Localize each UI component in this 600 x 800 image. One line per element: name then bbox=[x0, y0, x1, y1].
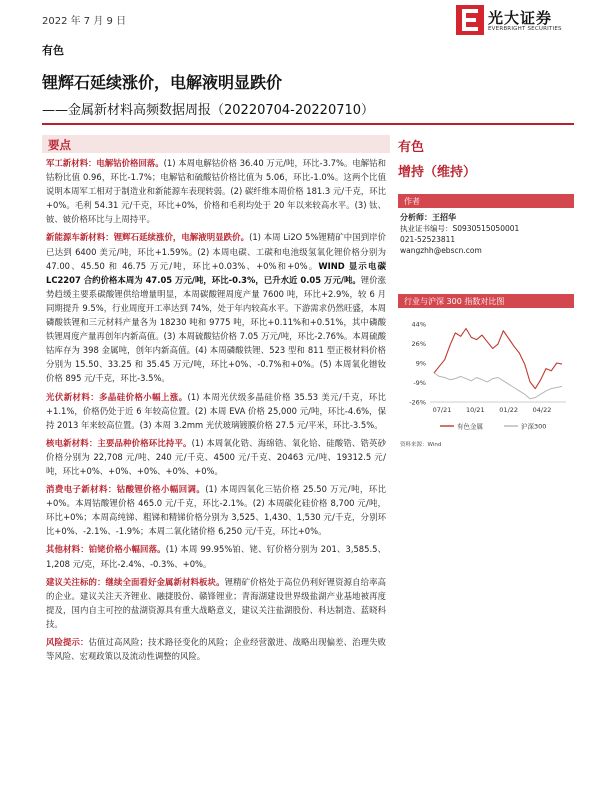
para-lead: 风险提示： bbox=[46, 637, 89, 647]
legend-label: 有色金属 bbox=[457, 422, 483, 431]
para-lead: 其他材料：铂铑价格小幅回落。 bbox=[46, 544, 166, 555]
para-lead: 核电新材料：主要品种价格环比持平。 bbox=[46, 437, 192, 448]
y-tick-label: -9% bbox=[413, 379, 426, 387]
logo-text-en: EVERBRIGHT SECURITIES bbox=[488, 26, 562, 32]
report-subtitle: ——金属新材料高频数据周报（20220704-20220710） bbox=[42, 103, 375, 118]
key-points-header bbox=[42, 135, 390, 153]
y-tick-label: 26% bbox=[411, 340, 426, 348]
x-tick-label: 04/22 bbox=[532, 406, 552, 414]
chart-source: 资料来源：Wind bbox=[400, 442, 442, 448]
para-text: (1) 本周氧化锆、海绵锆、氧化铪、硅酸锆、锆英砂价格分别为 22,708 元/吨、240 元/千克、4500 元/千克、20463 元/吨、19312.5 元/吨，环比+0%、+0%、+0%、+0%、+0%。 bbox=[46, 437, 386, 476]
key-points-heading: 要点 bbox=[48, 138, 71, 152]
para-photovoltaic bbox=[46, 390, 386, 432]
para-other-materials bbox=[46, 542, 386, 570]
x-tick-label: 07/21 bbox=[432, 406, 452, 414]
para-text: (1) 本周 Li2O 5%锂精矿中国到岸价已达到 6400 美元/吨，环比+1.59%。(2) 本周电碳、工碳和电池级氢氧化锂价格分别为 47.00、45.50 和 46.75 万元/吨，环比+0.03%、+0%和+0%。 bbox=[46, 232, 386, 271]
series-line-nonferrous bbox=[434, 329, 562, 389]
para-text: 锂精矿价格处于高位仍利好锂资源自给率高的企业。建议关注天齐锂业、融捷股份、赣锋锂业；青海湖建设世界级盐湖产业基地被再度提及，国内自主可控的盐湖资源具有重大战略意义，建议关注盐湖股份、科达制造、蓝晓科技。 bbox=[46, 576, 387, 629]
key-points-section bbox=[42, 135, 390, 710]
analyst-email: wangzhh@ebscn.com bbox=[400, 246, 482, 255]
report-sector: 有色 bbox=[42, 44, 64, 57]
analyst-cert: 执业证书编号：S0930515050001 bbox=[400, 224, 520, 233]
analyst-phone: 021-52523811 bbox=[400, 235, 456, 244]
chart-header: 行业与沪深 300 指数对比图 bbox=[398, 294, 574, 308]
para-new-energy bbox=[46, 230, 386, 385]
para-lead: 建议关注标的：继续全面看好金属新材料板块。 bbox=[46, 576, 225, 587]
x-tick-label: 01/22 bbox=[499, 406, 519, 414]
para-text: (1) 本周四氧化三钴价格 25.50 万元/吨，环比+0%。本周钴酸锂价格 465.0 元/千克，环比-2.1%。(2) 本周碳化硅价格 8,700 元/吨，环比+0%；本周高纯锑、粗锑和精锑价格分别为 3,525、1,430、1,530 元/千克，分别环比+0%、-2.1%、-1.9%；本周二氧化锗价格 6,250 元/千克，环比+0%。 bbox=[46, 484, 386, 537]
title-divider bbox=[42, 123, 574, 125]
para-recommendations bbox=[46, 575, 386, 631]
rating-value: 增持（维持） bbox=[398, 165, 477, 180]
para-text: 锂价涨势趋缓主要系碳酸锂供给增量明显，本周碳酸锂周度产量 7600 吨，环比+2.9%，较 6 月同期提升 9.5%，行业周度开工率达到 74%，处于年内较高水平。下游需求仍然旺盛，本周磷酸铁锂和三元材料产量各为 18230 吨和 9775 吨，环比+0.11%和+0.51%，其中磷酸铁锂周度产量再创年内新高值。(3) 本周硫酸钴价格 7.05 万元/吨，环比-2.76%。本周硫酸钴库存为 398 金属吨，创年内新高值。(4) 本周磷酸铁锂、523 型和 811 型正极材料价格分别为 15.50、33.25 和 35.45 万元/吨，环比+0%、-0.7%和+0%。(5) 本周氧化镨钕价格 895 元/千克，环比-3.5%。 bbox=[46, 274, 386, 384]
logo-text-cn: 光大证券 bbox=[488, 9, 553, 27]
company-logo bbox=[456, 5, 574, 39]
everbright-logo-icon bbox=[456, 5, 484, 35]
author-header: 作者 bbox=[398, 194, 574, 208]
key-points-body bbox=[42, 153, 390, 663]
series-line-csi300 bbox=[434, 373, 562, 399]
y-tick-label: 9% bbox=[415, 359, 426, 368]
x-tick-label: 10/21 bbox=[465, 406, 485, 414]
analyst-name: 分析师：王招华 bbox=[400, 213, 456, 222]
para-text: 估值过高风险；技术路径变化的风险；企业经营激进、战略出现偏差、治理失败等风险、宏观政策以及流动性调整的风险。 bbox=[46, 637, 387, 662]
para-lead: 光伏新材料：多晶硅价格小幅上涨。 bbox=[46, 391, 188, 402]
author-info bbox=[398, 212, 574, 256]
y-tick-label: 44% bbox=[411, 320, 426, 329]
y-tick-label: -26% bbox=[409, 398, 426, 407]
sidebar bbox=[398, 135, 574, 448]
chart-svg bbox=[398, 318, 574, 438]
para-text: (1) 本周 99.95%铂、铑、钌价格分别为 201、3,585.5、1,208 元/克，环比-2.4%、-0.3%、+0%。 bbox=[46, 544, 387, 569]
rating-sector: 有色 bbox=[398, 140, 425, 155]
para-risk bbox=[46, 635, 386, 663]
para-text: (1) 本周电解钴价格 36.40 万元/吨，环比-3.7%。电解钴和钴粉比值 0.96，环比-1.7%；电解钴和硫酸钴价格比值为 5.06，环比-1.0%。这两个比值说明本周军工相对于制造业和新能源车表现转弱。(2) 碳纤维本周价格 181.3 元/千克，环比+0%。毛利 54.31 元/千克，环比+0%，价格和毛利均处于 20 年以来较高水平。(3) 钛、铍、铍价格环比与上周持平。 bbox=[46, 158, 386, 225]
para-text: (1) 本周光伏级多晶硅价格 35.53 美元/千克，环比+1.1%，价格仍处于近 6 年较高位置。(2) 本周 EVA 价格 25,000 元/吨，环比-4.6%，保持 2013 年来较高位置。(3) 本周 3.2mm 光伏玻璃镀膜价格 27.5 元/平米，环比-3.5%。 bbox=[46, 391, 386, 430]
index-comparison-chart bbox=[398, 318, 574, 438]
para-military bbox=[46, 156, 386, 226]
para-lead: 消费电子新材料：钴酸锂价格小幅回调。 bbox=[46, 484, 206, 495]
report-title: 锂辉石延续涨价，电解液明显跌价 bbox=[42, 73, 283, 92]
para-lead: 新能源车新材料：锂辉石延续涨价，电解液明显跌价。 bbox=[46, 232, 250, 243]
para-nuclear bbox=[46, 436, 386, 478]
legend-label: 沪深300 bbox=[521, 422, 547, 431]
para-consumer-electronics bbox=[46, 482, 386, 538]
para-lead: 军工新材料：电解钴价格回落。 bbox=[46, 158, 164, 168]
report-date: 2022 年 7 月 9 日 bbox=[42, 16, 127, 27]
para-bold-text: WIND 显示电碳 LC2207 合约价格本周为 47.05 万元/吨，环比-0.3%，已升水近 0.05 万元/吨。 bbox=[46, 260, 387, 285]
